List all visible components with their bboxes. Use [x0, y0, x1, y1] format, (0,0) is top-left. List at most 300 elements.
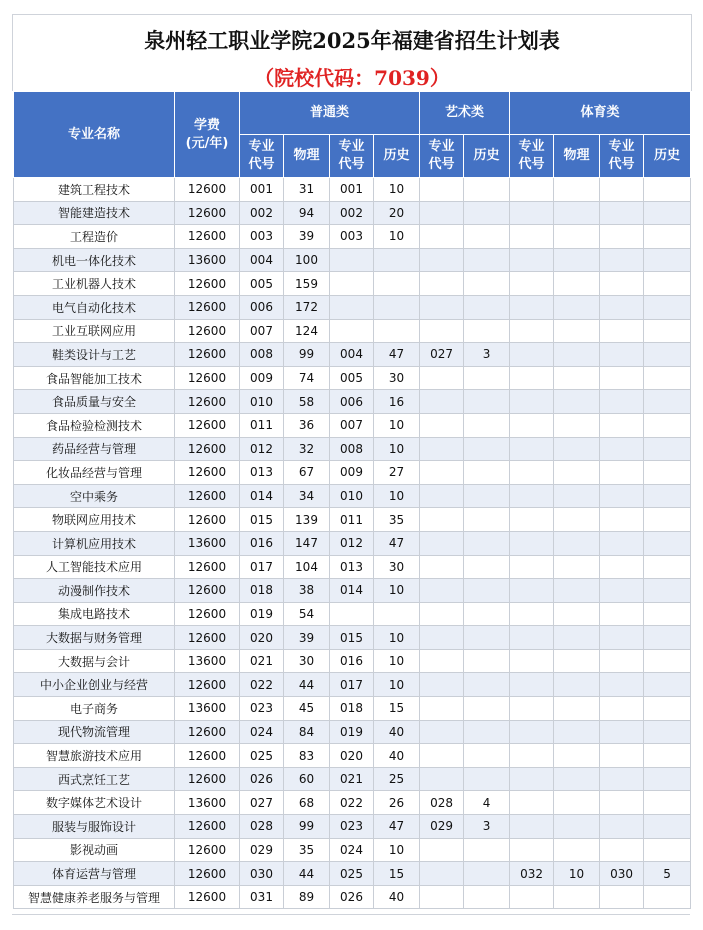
cell-general-code-1: 020 — [240, 626, 284, 650]
cell-general-physics: 31 — [284, 178, 330, 202]
cell-sports-code-2 — [600, 697, 644, 721]
cell-sports-physics — [554, 366, 600, 390]
cell-general-code-1: 003 — [240, 225, 284, 249]
cell-tuition: 12600 — [175, 767, 240, 791]
cell-general-code-1: 011 — [240, 413, 284, 437]
cell-sports-history — [644, 791, 691, 815]
cell-art-code — [420, 885, 464, 909]
cell-general-physics: 172 — [284, 295, 330, 319]
cell-art-history: 3 — [464, 343, 510, 367]
cell-art-code — [420, 248, 464, 272]
cell-sports-code-2 — [600, 178, 644, 202]
cell-sports-code-1 — [510, 437, 554, 461]
header-art-code: 专业 代号 — [420, 135, 464, 178]
cell-art-code — [420, 461, 464, 485]
cell-art-history — [464, 767, 510, 791]
cell-sports-physics — [554, 602, 600, 626]
cell-sports-code-2 — [600, 225, 644, 249]
cell-tuition: 12600 — [175, 319, 240, 343]
cell-general-history: 40 — [374, 744, 420, 768]
header-major-name: 专业名称 — [14, 92, 175, 178]
cell-art-history — [464, 225, 510, 249]
cell-sports-code-2 — [600, 744, 644, 768]
cell-general-physics: 99 — [284, 815, 330, 839]
cell-general-code-2: 023 — [330, 815, 374, 839]
cell-general-physics: 99 — [284, 343, 330, 367]
cell-general-code-1: 013 — [240, 461, 284, 485]
cell-sports-physics — [554, 248, 600, 272]
cell-general-code-1: 019 — [240, 602, 284, 626]
cell-sports-physics — [554, 626, 600, 650]
cell-sports-code-1 — [510, 579, 554, 603]
cell-art-code — [420, 720, 464, 744]
cell-major-name: 工业机器人技术 — [14, 272, 175, 296]
cell-sports-code-2 — [600, 201, 644, 225]
cell-general-physics: 89 — [284, 885, 330, 909]
cell-general-code-1: 001 — [240, 178, 284, 202]
cell-sports-history — [644, 885, 691, 909]
cell-sports-history — [644, 484, 691, 508]
cell-sports-physics — [554, 295, 600, 319]
cell-general-code-1: 023 — [240, 697, 284, 721]
cell-general-physics: 54 — [284, 602, 330, 626]
cell-sports-history — [644, 248, 691, 272]
cell-general-code-1: 026 — [240, 767, 284, 791]
cell-sports-physics — [554, 178, 600, 202]
cell-sports-physics: 10 — [554, 862, 600, 886]
cell-general-code-2 — [330, 295, 374, 319]
cell-general-physics: 124 — [284, 319, 330, 343]
cell-art-history — [464, 720, 510, 744]
cell-sports-history — [644, 225, 691, 249]
table-row — [14, 531, 691, 555]
cell-sports-physics — [554, 413, 600, 437]
page-title: 泉州轻工职业学院2025年福建省招生计划表 — [12, 14, 692, 67]
cell-major-name: 中小企业创业与经营 — [14, 673, 175, 697]
cell-sports-code-2 — [600, 508, 644, 532]
header-art-history: 历史 — [464, 135, 510, 178]
cell-sports-history — [644, 272, 691, 296]
cell-sports-code-1 — [510, 484, 554, 508]
cell-art-history — [464, 390, 510, 414]
cell-art-history — [464, 484, 510, 508]
cell-tuition: 12600 — [175, 272, 240, 296]
cell-major-name: 食品智能加工技术 — [14, 366, 175, 390]
cell-general-physics: 44 — [284, 673, 330, 697]
cell-general-code-2: 004 — [330, 343, 374, 367]
cell-sports-history — [644, 649, 691, 673]
cell-sports-physics — [554, 555, 600, 579]
cell-art-code — [420, 366, 464, 390]
table-row — [14, 720, 691, 744]
cell-general-code-1: 028 — [240, 815, 284, 839]
cell-art-history — [464, 531, 510, 555]
table-row — [14, 295, 691, 319]
cell-art-history — [464, 885, 510, 909]
cell-major-name: 药品经营与管理 — [14, 437, 175, 461]
cell-art-history: 3 — [464, 815, 510, 839]
cell-sports-code-1 — [510, 461, 554, 485]
cell-general-history: 16 — [374, 390, 420, 414]
cell-sports-history — [644, 579, 691, 603]
cell-general-code-1: 014 — [240, 484, 284, 508]
cell-general-code-1: 027 — [240, 791, 284, 815]
cell-general-history — [374, 272, 420, 296]
header-art: 艺术类 — [420, 92, 510, 135]
cell-general-history — [374, 248, 420, 272]
cell-tuition: 12600 — [175, 178, 240, 202]
cell-art-history — [464, 579, 510, 603]
cell-general-code-2: 024 — [330, 838, 374, 862]
cell-major-name: 现代物流管理 — [14, 720, 175, 744]
cell-sports-code-2 — [600, 531, 644, 555]
cell-art-code — [420, 602, 464, 626]
table-row — [14, 767, 691, 791]
header-general-physics: 物理 — [284, 135, 330, 178]
cell-general-history: 27 — [374, 461, 420, 485]
cell-sports-physics — [554, 319, 600, 343]
cell-tuition: 12600 — [175, 437, 240, 461]
cell-art-history — [464, 178, 510, 202]
cell-sports-code-1 — [510, 531, 554, 555]
cell-general-history: 10 — [374, 626, 420, 650]
cell-sports-history — [644, 295, 691, 319]
cell-sports-code-2 — [600, 579, 644, 603]
table-row — [14, 555, 691, 579]
header-tuition: 学费 (元/年) — [175, 92, 240, 178]
cell-art-code — [420, 178, 464, 202]
cell-general-code-2: 013 — [330, 555, 374, 579]
cell-tuition: 12600 — [175, 838, 240, 862]
cell-sports-code-2 — [600, 413, 644, 437]
cell-art-history — [464, 602, 510, 626]
cell-sports-code-1 — [510, 201, 554, 225]
cell-major-name: 集成电路技术 — [14, 602, 175, 626]
cell-general-physics: 74 — [284, 366, 330, 390]
cell-sports-code-1 — [510, 673, 554, 697]
cell-tuition: 12600 — [175, 602, 240, 626]
cell-general-history: 10 — [374, 484, 420, 508]
cell-sports-code-1 — [510, 343, 554, 367]
cell-sports-code-1 — [510, 248, 554, 272]
cell-art-code — [420, 626, 464, 650]
cell-art-history — [464, 248, 510, 272]
cell-sports-code-1 — [510, 815, 554, 839]
table-row — [14, 673, 691, 697]
cell-art-history — [464, 295, 510, 319]
cell-general-code-2: 019 — [330, 720, 374, 744]
cell-sports-code-1 — [510, 791, 554, 815]
table-body — [14, 178, 691, 909]
cell-sports-physics — [554, 579, 600, 603]
header-general-code-1: 专业 代号 — [240, 135, 284, 178]
cell-sports-code-1 — [510, 225, 554, 249]
cell-sports-physics — [554, 390, 600, 414]
table-row — [14, 390, 691, 414]
cell-art-code — [420, 673, 464, 697]
cell-major-name: 计算机应用技术 — [14, 531, 175, 555]
cell-art-history — [464, 626, 510, 650]
cell-sports-history — [644, 720, 691, 744]
cell-general-history: 10 — [374, 649, 420, 673]
cell-general-history: 10 — [374, 838, 420, 862]
cell-art-history — [464, 862, 510, 886]
cell-sports-code-2 — [600, 649, 644, 673]
cell-major-name: 化妆品经营与管理 — [14, 461, 175, 485]
header-sports: 体育类 — [510, 92, 691, 135]
cell-sports-code-2 — [600, 343, 644, 367]
cell-tuition: 12600 — [175, 343, 240, 367]
cell-general-code-1: 007 — [240, 319, 284, 343]
cell-tuition: 13600 — [175, 248, 240, 272]
table-row — [14, 838, 691, 862]
cell-general-history: 26 — [374, 791, 420, 815]
cell-sports-code-1 — [510, 885, 554, 909]
cell-general-physics: 35 — [284, 838, 330, 862]
table-row — [14, 366, 691, 390]
cell-art-history — [464, 744, 510, 768]
cell-sports-code-1 — [510, 555, 554, 579]
cell-sports-code-2 — [600, 673, 644, 697]
cell-general-code-1: 012 — [240, 437, 284, 461]
cell-sports-code-2 — [600, 319, 644, 343]
cell-tuition: 12600 — [175, 201, 240, 225]
cell-general-history: 30 — [374, 555, 420, 579]
cell-sports-code-2 — [600, 461, 644, 485]
cell-sports-code-2 — [600, 555, 644, 579]
cell-general-physics: 30 — [284, 649, 330, 673]
cell-major-name: 服装与服饰设计 — [14, 815, 175, 839]
table-row — [14, 201, 691, 225]
cell-sports-history — [644, 838, 691, 862]
cell-general-code-1: 005 — [240, 272, 284, 296]
cell-general-history: 10 — [374, 413, 420, 437]
cell-general-code-1: 010 — [240, 390, 284, 414]
cell-sports-code-2 — [600, 390, 644, 414]
cell-tuition: 12600 — [175, 720, 240, 744]
cell-major-name: 机电一体化技术 — [14, 248, 175, 272]
cell-art-code — [420, 697, 464, 721]
cell-sports-code-1 — [510, 626, 554, 650]
cell-general-code-2: 006 — [330, 390, 374, 414]
cell-general-history — [374, 295, 420, 319]
cell-major-name: 食品检验检测技术 — [14, 413, 175, 437]
cell-sports-code-2 — [600, 437, 644, 461]
cell-tuition: 13600 — [175, 531, 240, 555]
cell-general-code-1: 002 — [240, 201, 284, 225]
cell-sports-history — [644, 413, 691, 437]
cell-tuition: 12600 — [175, 626, 240, 650]
cell-tuition: 12600 — [175, 295, 240, 319]
cell-sports-code-1 — [510, 720, 554, 744]
cell-major-name: 空中乘务 — [14, 484, 175, 508]
cell-general-code-2: 014 — [330, 579, 374, 603]
cell-sports-code-2 — [600, 484, 644, 508]
cell-general-history: 40 — [374, 885, 420, 909]
cell-general-physics: 94 — [284, 201, 330, 225]
cell-sports-physics — [554, 649, 600, 673]
cell-tuition: 12600 — [175, 225, 240, 249]
cell-general-physics: 67 — [284, 461, 330, 485]
cell-general-physics: 36 — [284, 413, 330, 437]
cell-sports-physics — [554, 343, 600, 367]
cell-art-history — [464, 838, 510, 862]
table-row — [14, 343, 691, 367]
cell-art-history — [464, 366, 510, 390]
cell-sports-code-1 — [510, 744, 554, 768]
cell-general-physics: 38 — [284, 579, 330, 603]
cell-major-name: 智能建造技术 — [14, 201, 175, 225]
cell-general-physics: 139 — [284, 508, 330, 532]
cell-art-history — [464, 413, 510, 437]
cell-sports-physics — [554, 838, 600, 862]
cell-general-physics: 60 — [284, 767, 330, 791]
header-sports-code-2: 专业 代号 — [600, 135, 644, 178]
cell-sports-code-2 — [600, 720, 644, 744]
cell-sports-physics — [554, 437, 600, 461]
header-general-code-2: 专业 代号 — [330, 135, 374, 178]
cell-sports-code-2 — [600, 272, 644, 296]
cell-sports-physics — [554, 767, 600, 791]
cell-art-code — [420, 201, 464, 225]
cell-sports-history — [644, 437, 691, 461]
cell-general-code-1: 004 — [240, 248, 284, 272]
cell-sports-physics — [554, 720, 600, 744]
table-row — [14, 319, 691, 343]
cell-sports-code-2 — [600, 791, 644, 815]
cell-major-name: 大数据与会计 — [14, 649, 175, 673]
cell-sports-code-1 — [510, 838, 554, 862]
cell-sports-physics — [554, 885, 600, 909]
cell-sports-history — [644, 201, 691, 225]
cell-general-physics: 58 — [284, 390, 330, 414]
cell-sports-history — [644, 555, 691, 579]
cell-art-code — [420, 767, 464, 791]
cell-major-name: 影视动画 — [14, 838, 175, 862]
cell-art-code — [420, 272, 464, 296]
cell-sports-code-1 — [510, 649, 554, 673]
cell-sports-code-1 — [510, 697, 554, 721]
cell-sports-code-2 — [600, 815, 644, 839]
cell-general-physics: 68 — [284, 791, 330, 815]
cell-sports-history — [644, 319, 691, 343]
cell-major-name: 大数据与财务管理 — [14, 626, 175, 650]
table-row — [14, 815, 691, 839]
cell-general-physics: 32 — [284, 437, 330, 461]
cell-general-code-2: 010 — [330, 484, 374, 508]
cell-sports-code-2 — [600, 248, 644, 272]
cell-sports-history — [644, 744, 691, 768]
cell-sports-code-1 — [510, 767, 554, 791]
cell-tuition: 13600 — [175, 649, 240, 673]
cell-sports-history — [644, 531, 691, 555]
cell-general-code-1: 008 — [240, 343, 284, 367]
cell-art-code — [420, 225, 464, 249]
cell-art-code: 029 — [420, 815, 464, 839]
cell-sports-code-1 — [510, 602, 554, 626]
cell-tuition: 12600 — [175, 815, 240, 839]
cell-sports-history — [644, 461, 691, 485]
cell-sports-history — [644, 626, 691, 650]
cell-general-physics: 83 — [284, 744, 330, 768]
cell-sports-code-2 — [600, 602, 644, 626]
cell-art-history: 4 — [464, 791, 510, 815]
cell-sports-history — [644, 390, 691, 414]
cell-general-code-1: 009 — [240, 366, 284, 390]
cell-art-code — [420, 555, 464, 579]
table-row — [14, 461, 691, 485]
cell-major-name: 食品质量与安全 — [14, 390, 175, 414]
cell-art-history — [464, 272, 510, 296]
cell-major-name: 鞋类设计与工艺 — [14, 343, 175, 367]
cell-sports-physics — [554, 697, 600, 721]
cell-general-code-2: 007 — [330, 413, 374, 437]
cell-tuition: 12600 — [175, 885, 240, 909]
cell-sports-history — [644, 815, 691, 839]
cell-general-physics: 44 — [284, 862, 330, 886]
cell-general-physics: 34 — [284, 484, 330, 508]
cell-sports-code-2 — [600, 366, 644, 390]
cell-tuition: 12600 — [175, 413, 240, 437]
cell-general-code-2: 009 — [330, 461, 374, 485]
table-row — [14, 885, 691, 909]
cell-general-history: 47 — [374, 343, 420, 367]
cell-general-history: 10 — [374, 178, 420, 202]
cell-general-code-2 — [330, 319, 374, 343]
cell-general-history: 15 — [374, 862, 420, 886]
header-sports-physics: 物理 — [554, 135, 600, 178]
cell-general-code-1: 022 — [240, 673, 284, 697]
cell-general-code-1: 031 — [240, 885, 284, 909]
cell-major-name: 智慧健康养老服务与管理 — [14, 885, 175, 909]
cell-sports-history — [644, 366, 691, 390]
cell-art-code — [420, 531, 464, 555]
cell-general-code-2: 002 — [330, 201, 374, 225]
cell-general-code-1: 015 — [240, 508, 284, 532]
table-row — [14, 602, 691, 626]
cell-general-physics: 39 — [284, 626, 330, 650]
cell-art-history — [464, 555, 510, 579]
cell-tuition: 12600 — [175, 862, 240, 886]
cell-tuition: 12600 — [175, 744, 240, 768]
table-row — [14, 791, 691, 815]
cell-general-history — [374, 602, 420, 626]
cell-sports-code-1 — [510, 413, 554, 437]
cell-sports-history — [644, 508, 691, 532]
cell-sports-code-2 — [600, 295, 644, 319]
cell-sports-code-2: 030 — [600, 862, 644, 886]
cell-general-code-2: 021 — [330, 767, 374, 791]
cell-art-history — [464, 437, 510, 461]
cell-general-code-2: 012 — [330, 531, 374, 555]
cell-sports-history — [644, 343, 691, 367]
cell-sports-physics — [554, 461, 600, 485]
cell-general-history: 35 — [374, 508, 420, 532]
cell-sports-code-2 — [600, 767, 644, 791]
cell-art-code — [420, 484, 464, 508]
cell-general-history: 20 — [374, 201, 420, 225]
cell-general-history: 10 — [374, 673, 420, 697]
cell-tuition: 12600 — [175, 579, 240, 603]
cell-general-code-2: 022 — [330, 791, 374, 815]
table-row — [14, 508, 691, 532]
cell-art-code: 028 — [420, 791, 464, 815]
cell-general-code-2: 017 — [330, 673, 374, 697]
cell-art-history — [464, 319, 510, 343]
cell-art-code — [420, 319, 464, 343]
cell-general-history — [374, 319, 420, 343]
cell-general-history: 10 — [374, 437, 420, 461]
